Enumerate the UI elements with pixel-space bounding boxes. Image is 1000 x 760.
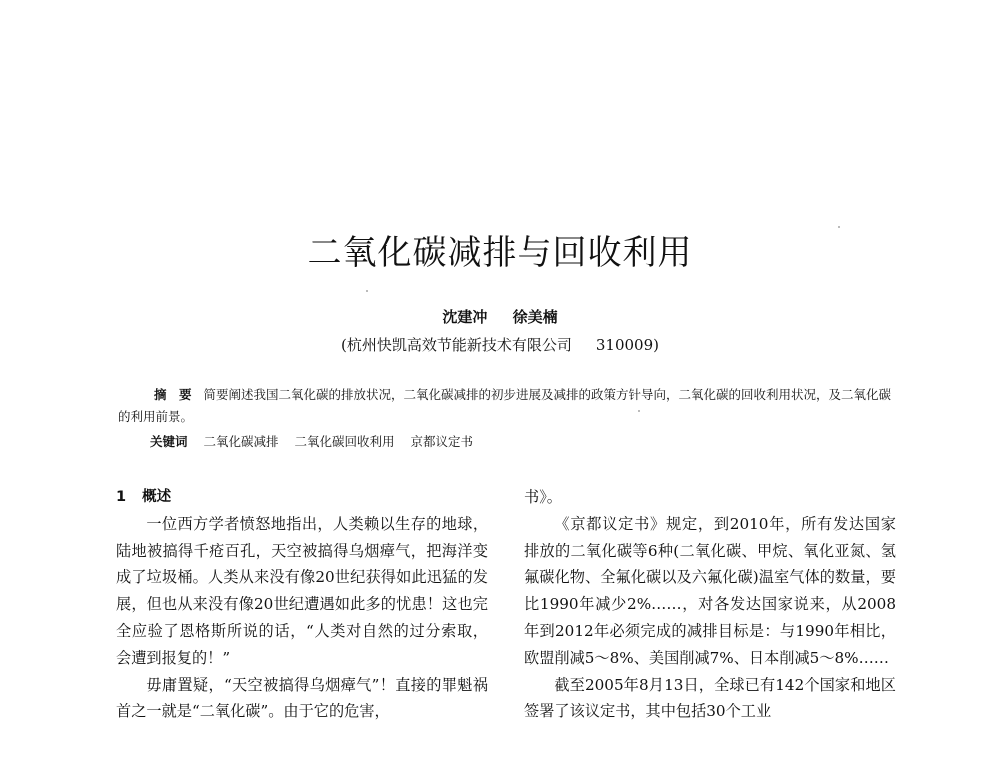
body-paragraph: 《京都议定书》规定，到2010年，所有发达国家排放的二氧化碳等6种(二氧化碳、甲烷、氧化亚氮、氢氟碳化物、全氟化碳以及六氟化碳)温室气体的数量，要比1990年减少2%……，对各发达国家说来，从2008年到2012年必须完成的减排目标是：与1990年相比，欧盟削减5～8%、美国削减7%、日本削减5～8%…… xyxy=(524,514,896,667)
scan-speck xyxy=(838,226,840,228)
right-column xyxy=(524,484,896,725)
keywords-label: 关键词 xyxy=(150,434,188,449)
affiliation-postal-code: 310009) xyxy=(595,336,659,354)
scan-speck xyxy=(638,410,640,412)
body-paragraph-continued: 书》。 xyxy=(524,488,562,506)
body-paragraph: 毋庸置疑，“天空被搞得乌烟瘴气”！直接的罪魁祸首之一就是“二氧化碳”。由于它的危害， xyxy=(116,675,488,721)
body-paragraph: 一位西方学者愤怒地指出，人类赖以生存的地球，陆地被搞得千疮百孔，天空被搞得乌烟瘴气，把海洋变成了垃圾桶。人类从来没有像20世纪获得如此迅猛的发展，但也从来没有像20世纪遭遇如此多的忧患！这也完全应验了恩格斯所说的话，“人类对自然的过分索取，会遭到报复的！” xyxy=(116,514,488,667)
affiliation-name: (杭州快凯高效节能新技术有限公司 xyxy=(341,336,572,354)
body-paragraph: 截至2005年8月13日，全球已有142个国家和地区签署了该议定书，其中包括30个工业 xyxy=(524,675,896,721)
author-name: 沈建冲 xyxy=(442,308,488,326)
keyword-item: 二氧化碳减排 xyxy=(203,434,279,449)
section-number: 1 xyxy=(116,489,127,505)
abstract-text: 简要阐述我国二氧化碳的排放状况，二氧化碳减排的初步进展及减排的政策方针导向，二氧化碳的回收利用状况，及二氧化碳的利用前景。 xyxy=(118,387,892,424)
abstract xyxy=(118,384,893,428)
abstract-label: 摘 要 xyxy=(154,387,192,402)
section-heading xyxy=(116,484,488,511)
author-list xyxy=(0,306,1000,327)
keyword-item: 二氧化碳回收利用 xyxy=(294,434,395,449)
left-column xyxy=(116,484,488,725)
keyword-item: 京都议定书 xyxy=(410,434,474,449)
affiliation xyxy=(0,334,1000,355)
keywords xyxy=(150,432,485,450)
section-title: 概述 xyxy=(142,489,172,505)
paper-title: 二氧化碳减排与回收利用 xyxy=(307,233,693,273)
author-name: 徐美楠 xyxy=(512,308,558,326)
scan-speck xyxy=(366,290,368,292)
